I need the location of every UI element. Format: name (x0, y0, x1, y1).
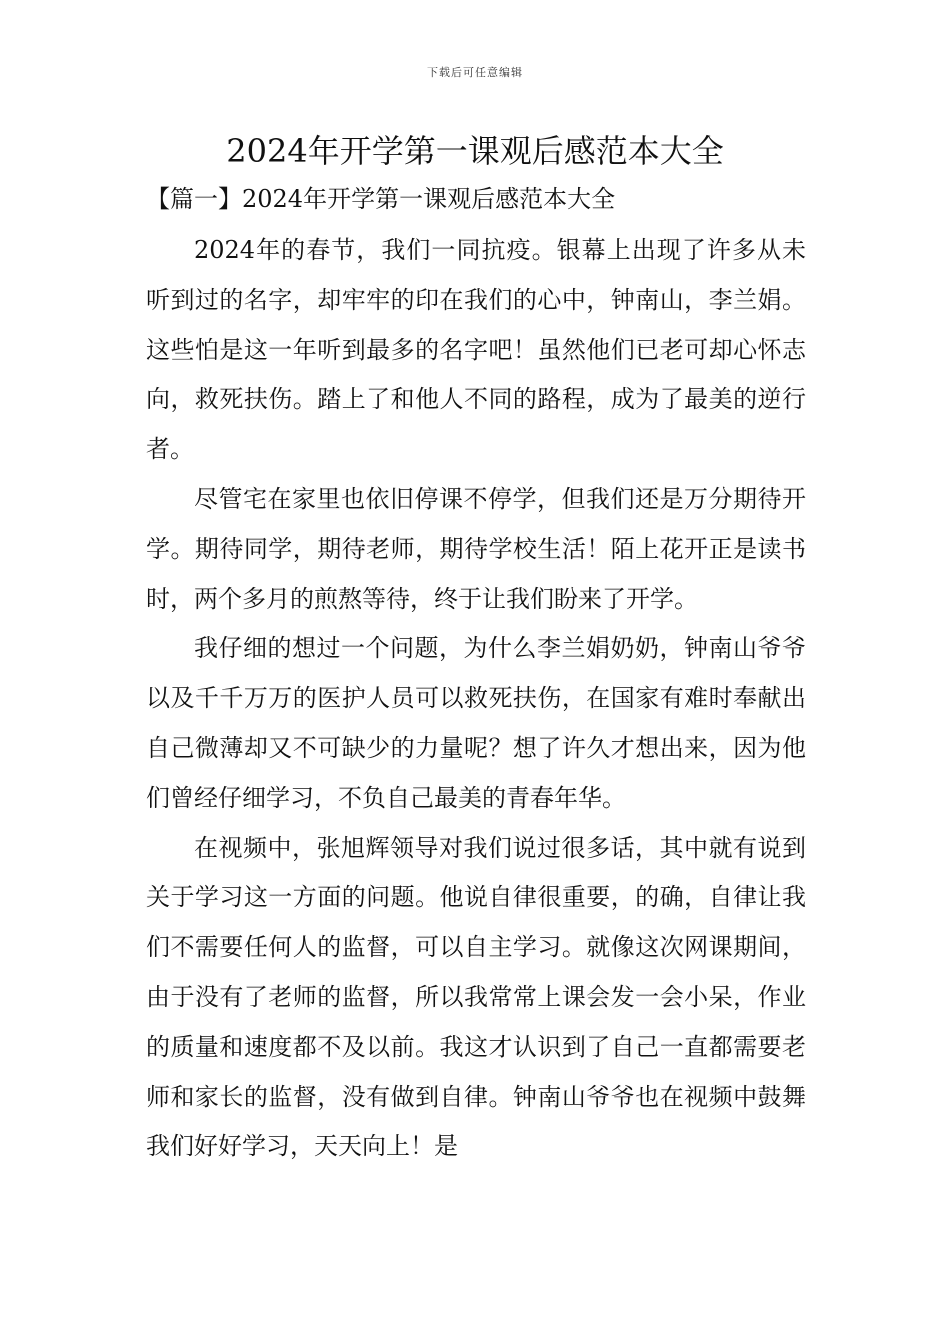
paragraph: 我仔细的想过一个问题，为什么李兰娟奶奶，钟南山爷爷以及千千万万的医护人员可以救死扶伤，在国家有难时奉献出自己微薄却又不可缺少的力量呢？想了许久才想出来，因为他们曾经仔细学习，不负自己最美的青春年华。 (146, 634, 806, 812)
section-heading: 【篇一】2024年开学第一课观后感范本大全 (146, 185, 616, 213)
document-title: 2024年开学第一课观后感范本大全 (226, 132, 724, 170)
paragraph: 尽管宅在家里也依旧停课不停学，但我们还是万分期待开学。期待同学，期待老师，期待学校生活！陌上花开正是读书时，两个多月的煎熬等待，终于让我们盼来了开学。 (146, 484, 806, 613)
paragraph: 在视频中，张旭辉领导对我们说过很多话，其中就有说到关于学习这一方面的问题。他说自律很重要，的确，自律让我们不需要任何人的监督，可以自主学习。就像这次网课期间，由于没有了老师的监督，所以我常常上课会发一会小呆，作业的质量和速度都不及以前。我这才认识到了自己一直都需要老师和家长的监督，没有做到自律。钟南山爷爷也在视频中鼓舞我们好好学习，天天向上！是 (146, 833, 806, 1161)
paragraph: 2024年的春节，我们一同抗疫。银幕上出现了许多从未听到过的名字，却牢牢的印在我们的心中，钟南山，李兰娟。这些怕是这一年听到最多的名字吧！虽然他们已老可却心怀志向，救死扶伤。踏上了和他人不同的路程，成为了最美的逆行者。 (146, 236, 806, 464)
download-note: 下载后可任意编辑 (427, 66, 523, 79)
document-body (146, 226, 806, 1172)
